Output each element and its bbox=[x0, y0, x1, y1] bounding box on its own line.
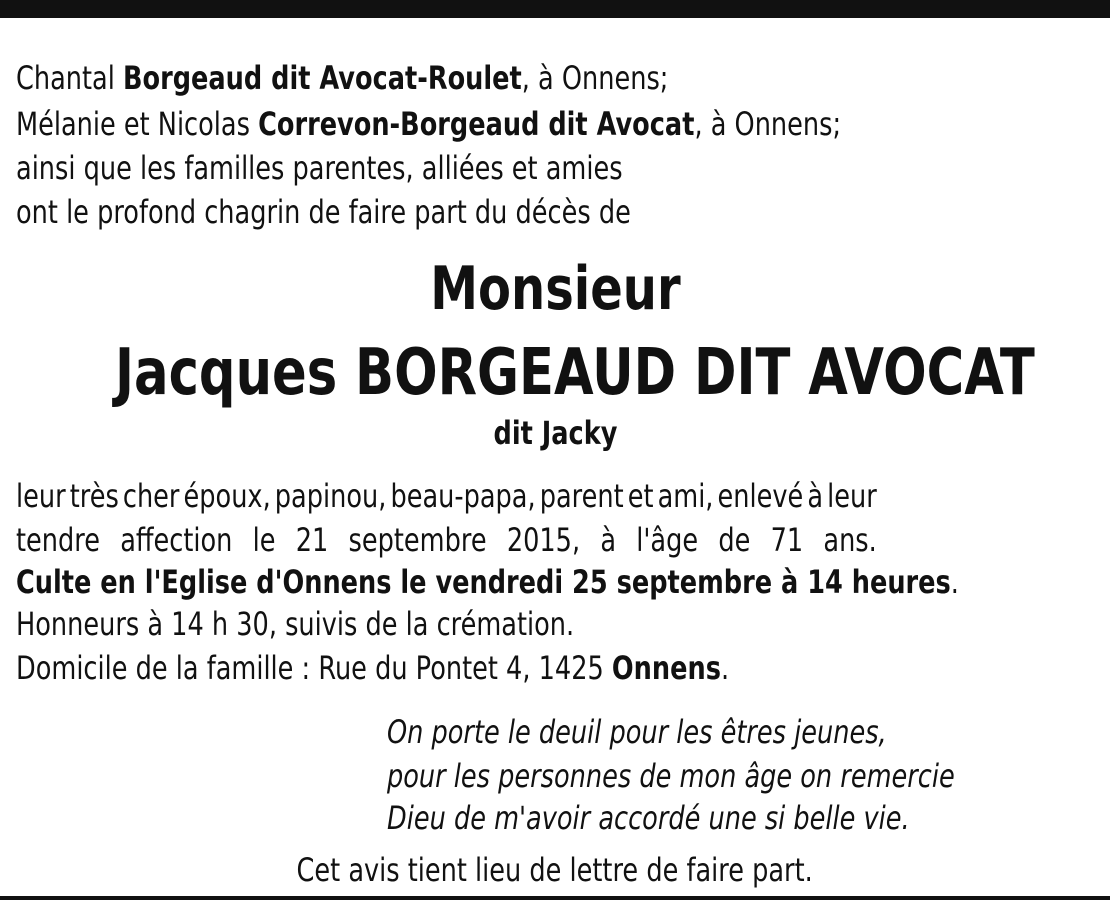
nickname-text: dit Jacky bbox=[493, 414, 617, 452]
body-line-2-word: de bbox=[718, 521, 751, 559]
domicile-town: Onnens bbox=[611, 649, 721, 687]
body-line-2-word: à bbox=[600, 521, 617, 559]
domicile-prefix: Domicile de la famille : Rue du Pontet 4, 1425 bbox=[16, 649, 612, 687]
intro-line-3-text: ainsi que les familles parentes, alliées et amies bbox=[16, 149, 623, 187]
body-line-1-word: leur bbox=[827, 477, 877, 515]
honorific-heading bbox=[0, 252, 1110, 326]
honorific-text: Monsieur bbox=[429, 254, 681, 324]
body-line-1 bbox=[16, 474, 1092, 518]
poem-line-3 bbox=[387, 796, 1040, 840]
body-line-1-word: très bbox=[69, 477, 119, 515]
body-line-1-word: époux, bbox=[183, 477, 271, 515]
closing-notice bbox=[0, 848, 1110, 892]
intro-line-1-prefix: Chantal bbox=[16, 59, 123, 97]
body-line-1-word: ami, bbox=[657, 477, 714, 515]
domicile-period: . bbox=[720, 649, 730, 687]
top-border bbox=[0, 0, 1110, 18]
domicile-line bbox=[16, 646, 907, 690]
intro-line-1-name: Borgeaud dit Avocat-Roulet bbox=[122, 59, 522, 97]
body-line-2-words bbox=[16, 518, 877, 562]
body-line-2-word: le bbox=[252, 521, 276, 559]
intro-line-2-name: Correvon-Borgeaud dit Avocat bbox=[258, 105, 695, 143]
service-text: Culte en l'Eglise d'Onnens le vendredi 25 septembre à 14 heures bbox=[16, 563, 951, 601]
body-line-2-word: 2015, bbox=[506, 521, 581, 559]
body-line-1-word: parent bbox=[539, 477, 624, 515]
poem-line-1-text: On porte le deuil pour les êtres jeunes, bbox=[387, 713, 887, 751]
body-line-2-word: ans. bbox=[823, 521, 877, 559]
intro-line-1-suffix: , à Onnens; bbox=[521, 59, 669, 97]
body-line-1-word: beau-papa, bbox=[390, 477, 536, 515]
body-line-2-word: 21 bbox=[295, 521, 329, 559]
body-line-2-word: 71 bbox=[770, 521, 804, 559]
intro-line-4-text: ont le profond chagrin de faire part du décès de bbox=[16, 193, 631, 231]
intro-line-3 bbox=[16, 146, 774, 190]
honours-line bbox=[16, 602, 714, 646]
body-line-1-words bbox=[16, 474, 877, 518]
nickname-line bbox=[0, 412, 1110, 454]
bottom-border bbox=[0, 896, 1110, 900]
service-period: . bbox=[950, 563, 959, 601]
honours-text: Honneurs à 14 h 30, suivis de la crémation. bbox=[16, 605, 575, 643]
body-line-1-word: et bbox=[627, 477, 654, 515]
body-line-1-word: enlevé bbox=[717, 477, 804, 515]
body-line-2 bbox=[16, 518, 1092, 562]
poem-line-2 bbox=[387, 754, 1097, 798]
intro-line-2-prefix: Mélanie et Nicolas bbox=[16, 105, 259, 143]
body-line-1-word: cher bbox=[122, 477, 180, 515]
closing-text: Cet avis tient lieu de lettre de faire part. bbox=[296, 851, 814, 889]
body-line-1-word: à bbox=[807, 477, 824, 515]
body-line-2-word: tendre bbox=[16, 521, 100, 559]
poem-line-1 bbox=[387, 710, 1012, 754]
intro-line-1 bbox=[16, 56, 832, 100]
body-line-2-word: septembre bbox=[348, 521, 487, 559]
body-line-1-word: leur bbox=[16, 477, 66, 515]
intro-line-2 bbox=[16, 102, 1047, 146]
service-line bbox=[16, 560, 1110, 604]
body-line-1-word: papinou, bbox=[274, 477, 387, 515]
intro-line-2-suffix: , à Onnens; bbox=[694, 105, 842, 143]
deceased-name-heading bbox=[0, 334, 1110, 412]
body-line-2-word: affection bbox=[120, 521, 233, 559]
deceased-name-text: Jacques BORGEAUD DIT AVOCAT bbox=[114, 336, 1035, 410]
poem-line-3-text: Dieu de m'avoir accordé une si belle vie. bbox=[387, 799, 910, 837]
intro-line-4 bbox=[16, 190, 785, 234]
poem-line-2-text: pour les personnes de mon âge on remercie bbox=[387, 757, 955, 795]
body-line-2-word: l'âge bbox=[636, 521, 699, 559]
